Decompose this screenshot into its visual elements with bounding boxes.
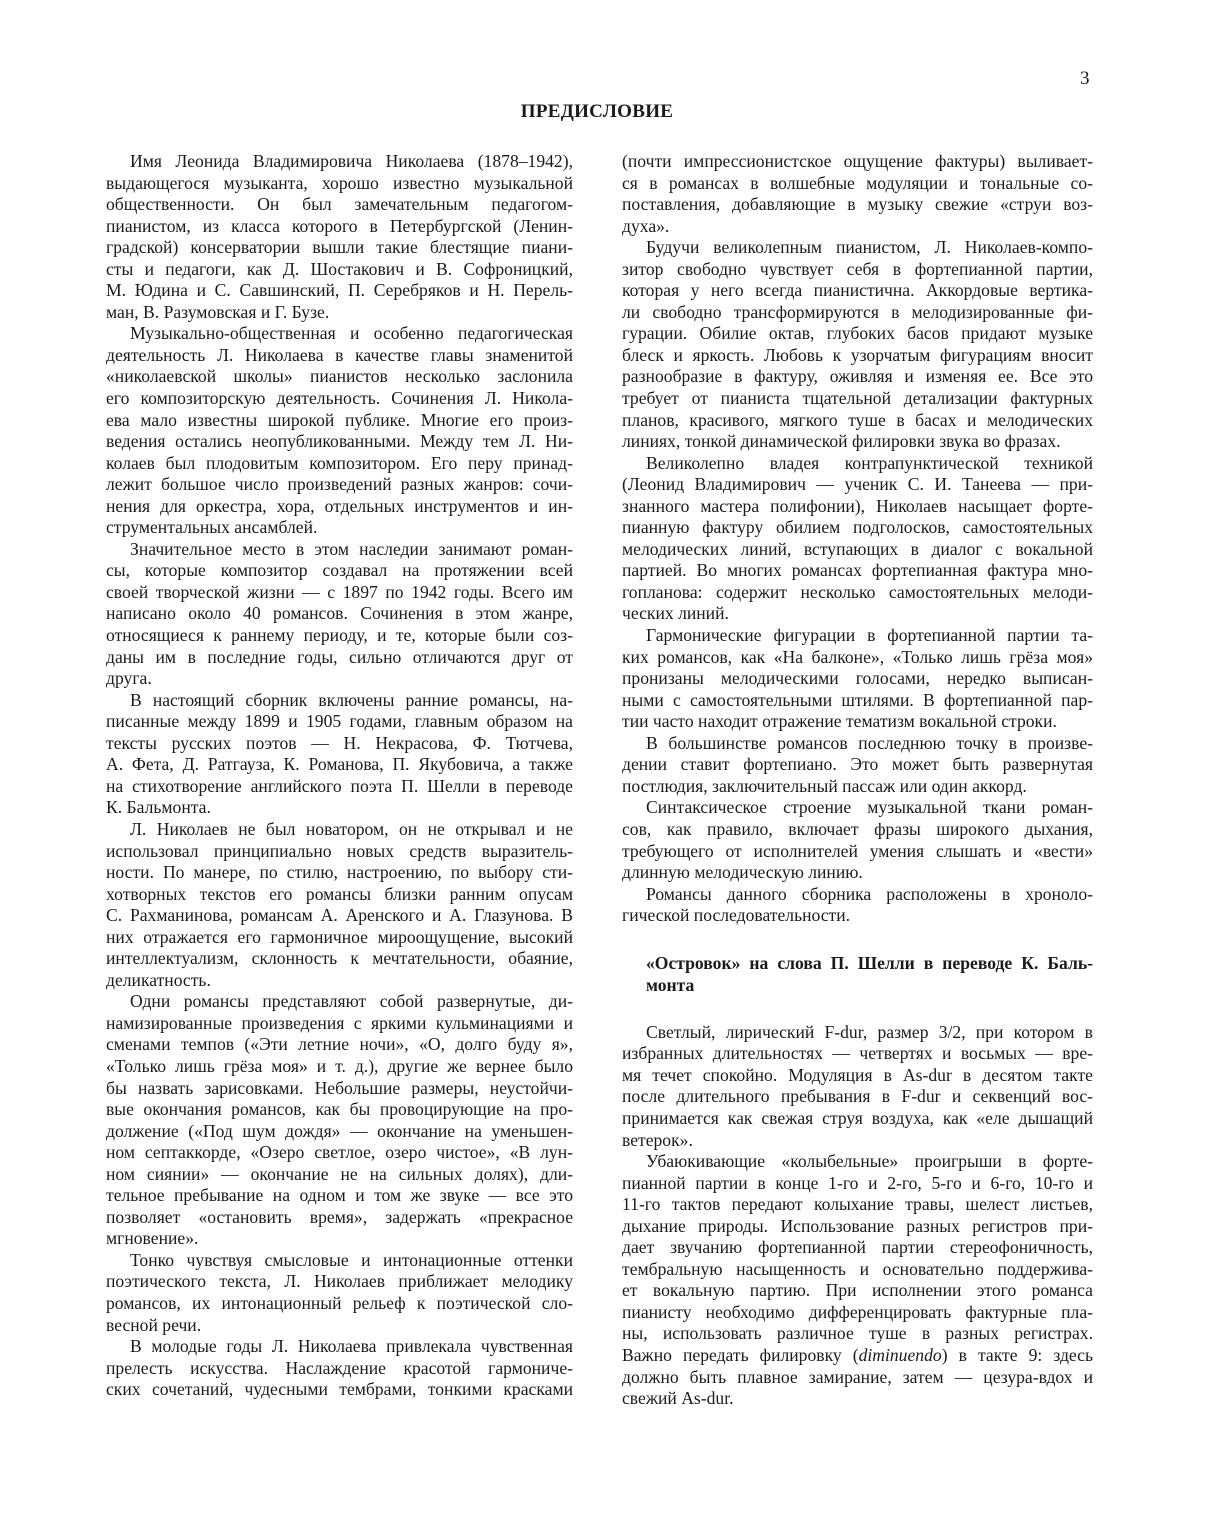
text-line: Одни романсы представляют собой развернутые, ди- <box>130 991 573 1012</box>
page-number: 3 <box>1080 68 1090 89</box>
text-line: ветерок». <box>622 1129 693 1150</box>
text-line: (Леонид Владимирович — ученик С. И. Танеева — при- <box>622 474 1093 495</box>
text-line: тембральную насыщенность и основательно поддержива- <box>622 1258 1093 1279</box>
paragraph <box>622 453 1093 625</box>
text-line: лежит большое число произведений разных жанров: сочи- <box>106 474 573 495</box>
text-line: «николаевской школы» пианистов несколько заслонила <box>106 366 573 387</box>
text-line: пианисту необходимо дифференцировать фактурные пла- <box>622 1301 1093 1322</box>
text-line: ся в романсах в волшебные модуляции и тональные со- <box>622 172 1093 193</box>
text-line: постлюдия, заключительный пассаж или один аккорд. <box>622 775 1027 796</box>
text-line: сы, которые композитор создавал на протяжении всей <box>106 560 573 581</box>
paragraph <box>106 323 573 538</box>
text-line: тельное пребывание на одном и том же звуке — все это <box>106 1185 573 1206</box>
text-line: пианистом, из класса которого в Петербургской (Ленин- <box>106 215 573 236</box>
text-line: Синтаксическое строение музыкальной ткани роман- <box>646 797 1093 818</box>
text-segment: Важно передать филировку ( <box>622 1344 859 1365</box>
paragraph <box>106 539 573 690</box>
text-line: деятельность Л. Николаева в качестве главы знаменитой <box>106 344 573 365</box>
text-line: планов, красивого, мягкого туше в басах и мелодических <box>622 409 1093 430</box>
text-line: ном сиянии» — окончание не на сильных долях), дли- <box>106 1163 573 1184</box>
text-line: гопланова: содержит несколько самостоятельных мелоди- <box>622 581 1093 602</box>
text-line: требует от пианиста тщательной детализации фактурных <box>622 388 1093 409</box>
text-line: прелесть искусства. Наслаждение красотой гармониче- <box>106 1357 573 1378</box>
text-line: В настоящий сборник включены ранние романсы, на- <box>130 689 573 710</box>
text-line: вые окончания романсов, как бы провоцирующие на про- <box>106 1099 573 1120</box>
text-line: которая у него всегда пианистична. Аккордовые вертика- <box>622 280 1093 301</box>
text-line: должно быть плавное замирание, затем — цезура-вдох и <box>622 1366 1093 1387</box>
text-line: градской) консерватории вышли такие блестящие пиани- <box>106 237 573 258</box>
text-line: 11-го тактов передают колыхание травы, шелест листьев, <box>622 1194 1093 1215</box>
text-line: пронизаны мелодическими голосами, нередко выписан- <box>622 668 1093 689</box>
text-line: друга. <box>106 668 152 689</box>
text-line: тексты русских поэтов — Н. Некрасова, Ф. Тютчева, <box>106 732 573 753</box>
text-line <box>622 1345 1093 1367</box>
text-line: дает звучанию фортепианной партии стереофоничность, <box>622 1237 1093 1258</box>
text-line: писанные между 1899 и 1905 годами, главным образом на <box>106 711 573 732</box>
text-line: позволяет «остановить время», задержать «прекрасное <box>106 1206 573 1227</box>
text-line: монта <box>646 974 695 995</box>
text-line: дении ставит фортепиано. Это может быть развернутая <box>622 754 1093 775</box>
text-line: ли свободно трансформируются в мелодизированные фи- <box>622 301 1093 322</box>
paragraph <box>622 1151 1093 1410</box>
text-line: разнообразие в фактуру, оживляя и изменяя ее. Все это <box>622 366 1093 387</box>
text-line: требующего от исполнителей умения слышать и «вести» <box>622 840 1093 861</box>
text-line: сты и педагоги, как Д. Шостакович и В. Софроницкий, <box>106 258 573 279</box>
text-line: выдающегося музыканта, хорошо известно музыкальной <box>106 172 573 193</box>
text-line: общественности. Он был замечательным педагогом- <box>106 194 573 215</box>
text-line: длинную мелодическую линию. <box>622 862 863 883</box>
text-line: ными с самостоятельными штилями. В фортепианной пар- <box>622 689 1093 710</box>
paragraph <box>622 625 1093 733</box>
text-line: линиях, тонкой динамической филировки звука во фразах. <box>622 431 1061 452</box>
left-column <box>106 151 573 1401</box>
text-line: пианную фактуру обилием подголосков, самостоятельных <box>622 517 1093 538</box>
italic-term: diminuendo <box>858 1344 942 1365</box>
text-line: «Островок» на слова П. Шелли в переводе К. Баль- <box>646 953 1093 974</box>
text-line: ет вокальную партию. При исполнении этого романса <box>622 1280 1093 1301</box>
text-line: Гармонические фигурации в фортепианной партии та- <box>646 625 1093 646</box>
text-line: мя течет спокойно. Модуляция в As-dur в десятом такте <box>622 1064 1093 1085</box>
text-line: использовал принципиально новых средств выразитель- <box>106 840 573 861</box>
paragraph <box>622 1022 1093 1151</box>
text-line: Великолепно владея контрапунктической техникой <box>646 452 1093 473</box>
text-line: Светлый, лирический F-dur, размер 3/2, при котором в <box>646 1021 1093 1042</box>
text-line: на стихотворение английского поэта П. Шелли в переводе <box>106 775 573 796</box>
text-line: А. Фета, Д. Ратгауза, К. Романова, П. Якубовича, а также <box>106 754 573 775</box>
text-line: струментальных ансамблей. <box>106 517 318 538</box>
text-line: сменами темпов («Эти летние ночи», «О, долго буду я», <box>106 1034 573 1055</box>
paragraph <box>106 1250 573 1336</box>
text-line: поставления, добавляющие в музыку свежие «струи воз- <box>622 194 1093 215</box>
text-line: мелодических линий, вступающих в диалог с вокальной <box>622 538 1093 559</box>
text-line: ведения остались неопубликованными. Между тем Л. Ни- <box>106 431 573 452</box>
text-line: даны им в последние годы, сильно отличаются друг от <box>106 646 573 667</box>
text-line: ман, В. Разумовская и Г. Бузе. <box>106 301 330 322</box>
text-line: Музыкально-общественная и особенно педагогическая <box>130 323 573 344</box>
text-line: ева мало известны широкой публике. Многие его произ- <box>106 409 573 430</box>
text-line: ности. По манере, по стилю, настроению, по выбору сти- <box>106 862 573 883</box>
text-line: дыхание природы. Использование разных регистров при- <box>622 1215 1093 1236</box>
paragraph <box>622 151 1093 237</box>
paragraph <box>622 733 1093 798</box>
text-line: духа». <box>622 215 670 236</box>
text-line: должение («Под шум дождя» — окончание на уменьшен- <box>106 1120 573 1141</box>
text-line: колаев был плодовитым композитором. Его перу принад- <box>106 452 573 473</box>
text-line: весной речи. <box>106 1314 202 1335</box>
text-line: зитор свободно чувствует себя в фортепианной партии, <box>622 258 1093 279</box>
text-line: интеллектуализм, склонность к мечтательности, обаяние, <box>106 948 573 969</box>
page-title: ПРЕДИСЛОВИЕ <box>520 101 674 122</box>
text-line: ном септаккорде, «Озеро светлое, озеро чистое», «В лун- <box>106 1142 573 1163</box>
text-line: своей творческой жизни — с 1897 по 1942 годы. Всего им <box>106 581 573 602</box>
right-column <box>622 151 1093 1410</box>
text-line: К. Бальмонта. <box>106 797 211 818</box>
text-line: романсов, их интонационный рельеф к поэтической сло- <box>106 1292 573 1313</box>
paragraph <box>622 884 1093 927</box>
text-line: М. Юдина и С. Савшинский, П. Серебряков и Н. Перель- <box>106 280 573 301</box>
text-line: деликатность. <box>106 969 211 990</box>
paragraph <box>106 690 573 819</box>
text-line: (почти импрессионистское ощущение фактуры) выливает- <box>622 151 1093 171</box>
text-line: Л. Николаев не был новатором, он не открывал и не <box>130 818 573 839</box>
paragraph <box>622 237 1093 452</box>
text-line: Имя Леонида Владимировича Николаева (1878–1942), <box>130 151 573 171</box>
text-line: хотворных текстов его романсы близки ранним опусам <box>106 883 573 904</box>
text-line: тии часто находит отражение тематизм вокальной строки. <box>622 711 1057 732</box>
paragraph <box>106 819 573 991</box>
text-line: принимается как свежая струя воздуха, как «еле дышащий <box>622 1107 1093 1128</box>
text-line: намизированные произведения с яркими кульминациями и <box>106 1012 573 1033</box>
text-line: «Только лишь грёза моя» и т. д.), другие же вернее было <box>106 1055 573 1076</box>
text-line: них отражается его гармоничное мироощущение, высокий <box>106 926 573 947</box>
paragraph <box>106 151 573 323</box>
paragraph <box>622 797 1093 883</box>
text-line: пианной партии в конце 1-го и 2-го, 5-го и 6-го, 10-го и <box>622 1172 1093 1193</box>
text-line: ческих линий. <box>622 603 729 624</box>
text-line: избранных длительностях — четвертях и восьмых — вре- <box>622 1043 1093 1064</box>
text-line: В большинстве романсов последнюю точку в произве- <box>646 732 1093 753</box>
text-line: ны, использовать различное туше в разных регистрах. <box>622 1323 1093 1344</box>
text-line: В молодые годы Л. Николаева привлекала чувственная <box>130 1336 573 1357</box>
text-line: партией. Во многих романсах фортепианная фактура мно- <box>622 560 1093 581</box>
text-line: ких романсов, как «На балконе», «Только лишь грёза моя» <box>622 646 1093 667</box>
text-line: Тонко чувствуя смысловые и интонационные оттенки <box>130 1249 573 1270</box>
text-line: гической последовательности. <box>622 905 851 926</box>
text-line: бы назвать зарисовками. Небольшие размеры, неустойчи- <box>106 1077 573 1098</box>
text-segment: ) в такте 9: здесь <box>941 1344 1093 1365</box>
paragraph <box>106 1336 573 1401</box>
text-line: относящиеся к раннему периоду, и те, которые были соз- <box>106 625 573 646</box>
text-line: его композиторскую деятельность. Сочинения Л. Никола- <box>106 388 573 409</box>
text-line: нения для оркестра, хора, отдельных инструментов и ин- <box>106 495 573 516</box>
text-line: Романсы данного сборника расположены в хроноло- <box>646 883 1093 904</box>
text-line: Будучи великолепным пианистом, Л. Николаев-компо- <box>646 237 1093 258</box>
text-line: поэтического текста, Л. Николаев приближает мелодику <box>106 1271 573 1292</box>
text-line: блеск и яркость. Любовь к узорчатым фигурациям вносит <box>622 344 1093 365</box>
text-line: после длительного пребывания в F-dur и секвенций вос- <box>622 1086 1093 1107</box>
text-line: Значительное место в этом наследии занимают роман- <box>130 538 573 559</box>
text-line: мгновение». <box>106 1228 199 1249</box>
section-heading <box>622 953 1093 996</box>
text-line: Убаюкивающие «колыбельные» проигрыши в форте- <box>646 1151 1093 1172</box>
paragraph <box>106 991 573 1250</box>
text-line: гурации. Обилие октав, глубоких басов придают музыке <box>622 323 1093 344</box>
text-line: написано около 40 романсов. Сочинения в этом жанре, <box>106 603 573 624</box>
text-line: свежий As-dur. <box>622 1388 734 1409</box>
text-line: ских сочетаний, чудесными тембрами, тонкими красками <box>106 1379 573 1400</box>
text-line: знанного мастера полифонии), Николаев насыщает форте- <box>622 495 1093 516</box>
text-line: С. Рахманинова, романсам А. Аренского и А. Глазунова. В <box>106 905 573 926</box>
text-line: сов, как правило, включает фразы широкого дыхания, <box>622 818 1093 839</box>
